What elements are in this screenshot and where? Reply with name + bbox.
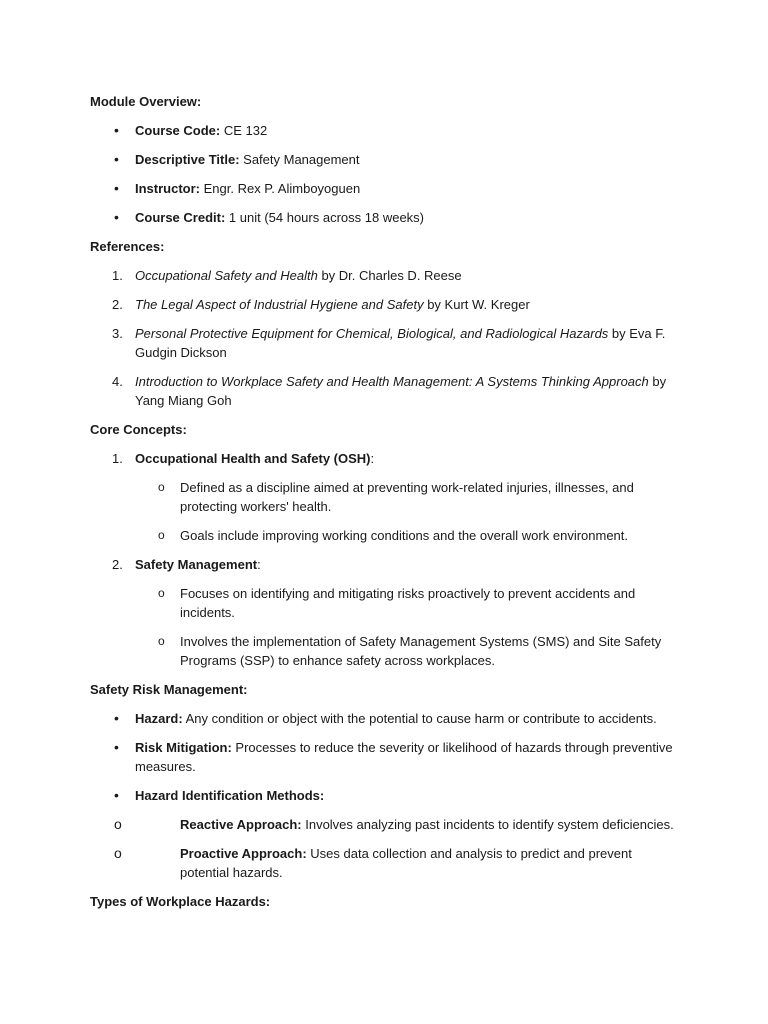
item-label: Risk Mitigation: <box>135 740 232 755</box>
list-number: 2. <box>112 297 123 312</box>
bullet-icon: • <box>114 787 119 803</box>
method-text: Uses data collection and analysis to predict and prevent potential hazards. <box>180 846 632 880</box>
reference-author: by Yang Miang Goh <box>135 374 667 408</box>
reference-item <box>90 295 680 314</box>
safety-risk-heading: Safety Risk Management: <box>90 682 248 697</box>
sub-list-item <box>90 815 680 834</box>
item-value: Safety Management <box>239 152 360 167</box>
core-concepts-heading: Core Concepts: <box>90 422 187 437</box>
bullet-icon: • <box>114 710 119 726</box>
concept-suffix: : <box>257 557 261 572</box>
reference-title: Occupational Safety and Health <box>135 268 318 283</box>
concept-label: Safety Management <box>135 557 258 572</box>
item-value: Any condition or object with the potential to cause harm or contribute to accidents. <box>182 711 657 726</box>
module-overview-heading: Module Overview: <box>90 94 202 109</box>
bullet-icon: • <box>114 739 119 755</box>
bullet-icon: • <box>114 180 119 196</box>
item-label: Descriptive Title: <box>135 152 240 167</box>
list-item-risk-mitigation <box>90 738 680 776</box>
list-number: 1. <box>112 268 123 283</box>
sub-item-text: Defined as a discipline aimed at preventing work-related injuries, illnesses, and protecting workers' health. <box>180 480 634 514</box>
bullet-icon: • <box>114 151 119 167</box>
sub-bullet-icon: o <box>158 480 165 494</box>
list-item-instructor <box>90 179 680 198</box>
list-item-descriptive-title <box>90 150 680 169</box>
sub-bullet-icon: o <box>158 634 165 648</box>
list-number: 3. <box>112 326 123 341</box>
safety-risk-list <box>90 709 680 882</box>
list-item-course-code <box>90 121 680 140</box>
concept-item-safety-management <box>90 555 680 670</box>
item-label: Course Credit: <box>135 210 226 225</box>
concept-suffix: : <box>370 451 375 466</box>
sub-item-text: Goals include improving working conditions and the overall work environment. <box>180 528 629 543</box>
list-item-course-credit <box>90 208 680 227</box>
reference-author: by Eva F. Gudgin Dickson <box>135 326 666 360</box>
sub-list-item <box>90 478 680 516</box>
sub-bullet-icon: o <box>114 845 122 861</box>
reference-item <box>90 324 680 362</box>
item-label: Course Code: <box>135 123 221 138</box>
list-number: 2. <box>112 557 123 572</box>
sub-list-item <box>90 526 680 545</box>
core-concepts-list <box>90 449 680 670</box>
sub-list-item <box>90 632 680 670</box>
references-heading: References: <box>90 239 165 254</box>
concept-item-osh <box>90 449 680 545</box>
method-text: Involves analyzing past incidents to identify system deficiencies. <box>301 817 674 832</box>
bullet-icon: • <box>114 122 119 138</box>
reference-item <box>90 266 680 285</box>
reference-author: by Kurt W. Kreger <box>423 297 530 312</box>
workplace-hazards-heading: Types of Workplace Hazards: <box>90 894 271 909</box>
module-overview-list <box>90 121 680 227</box>
method-label: Proactive Approach: <box>180 846 307 861</box>
reference-title: Introduction to Workplace Safety and Health Management: A Systems Thinking Approach <box>135 374 649 389</box>
item-value: Processes to reduce the severity or likelihood of hazards through preventive measures. <box>135 740 673 774</box>
references-list <box>90 266 680 410</box>
item-value: CE 132 <box>220 123 268 138</box>
sub-list-item <box>90 584 680 622</box>
sub-list-item <box>90 844 680 882</box>
reference-title: The Legal Aspect of Industrial Hygiene and Safety <box>135 297 424 312</box>
sub-item-text: Involves the implementation of Safety Management Systems (SMS) and Site Safety Programs (SSP) to enhance safety across workplaces. <box>180 634 662 668</box>
sub-bullet-icon: o <box>114 816 122 832</box>
sub-item-text: Focuses on identifying and mitigating risks proactively to prevent accidents and incidents. <box>180 586 636 620</box>
concept-sublist <box>135 584 680 670</box>
sub-bullet-icon: o <box>158 586 165 600</box>
reference-title: Personal Protective Equipment for Chemical, Biological, and Radiological Hazards <box>135 326 609 341</box>
bullet-icon: • <box>114 209 119 225</box>
item-label: Hazard: <box>135 711 183 726</box>
concept-label: Occupational Health and Safety (OSH) <box>135 451 371 466</box>
item-label: Instructor: <box>135 181 200 196</box>
reference-item <box>90 372 680 410</box>
list-number: 4. <box>112 374 123 389</box>
item-value: 1 unit (54 hours across 18 weeks) <box>225 210 425 225</box>
list-item-hazard-identification <box>90 786 680 882</box>
item-value: Engr. Rex P. Alimboyoguen <box>200 181 361 196</box>
methods-sublist <box>114 815 680 882</box>
document-content <box>90 92 680 921</box>
list-item-hazard <box>90 709 680 728</box>
method-label: Reactive Approach: <box>180 817 302 832</box>
list-number: 1. <box>112 451 123 466</box>
reference-author: by Dr. Charles D. Reese <box>317 268 462 283</box>
item-label: Hazard Identification Methods: <box>135 788 325 803</box>
concept-sublist <box>135 478 680 545</box>
sub-bullet-icon: o <box>158 528 165 542</box>
